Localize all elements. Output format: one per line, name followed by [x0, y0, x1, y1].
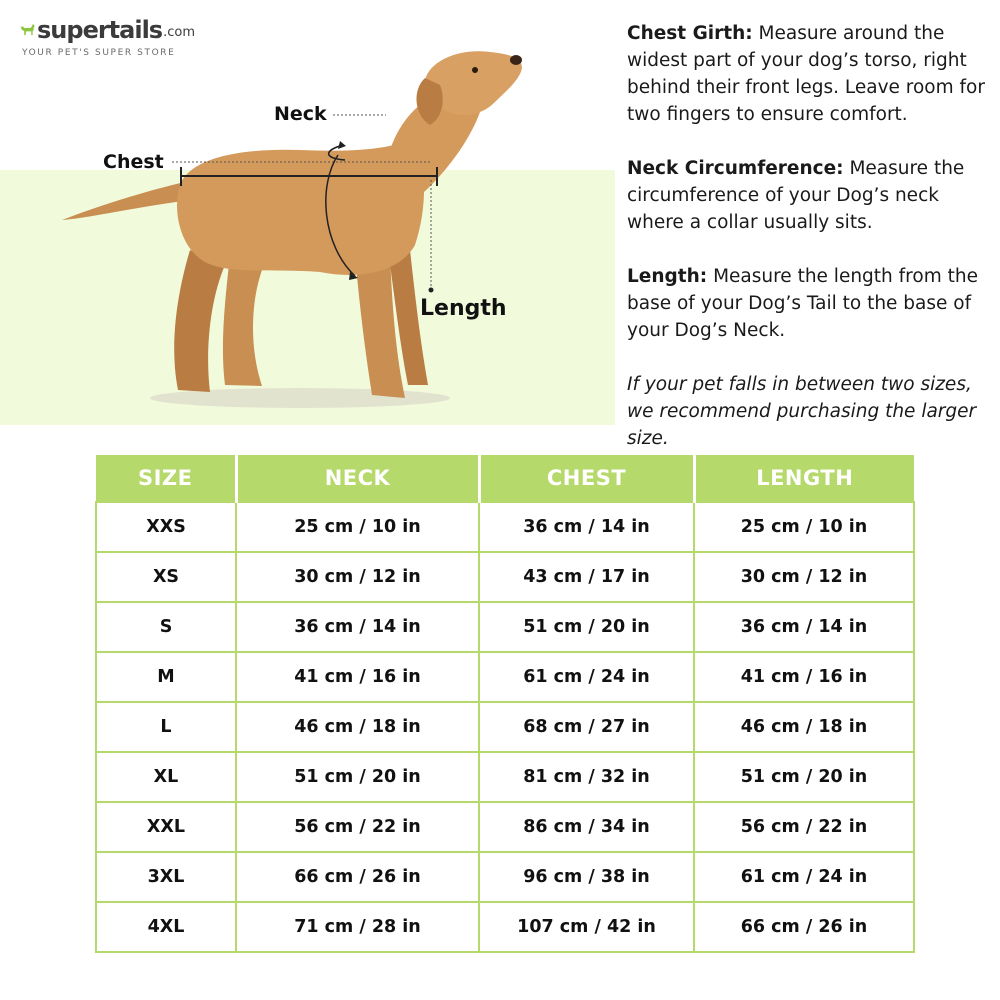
chest-instruction	[627, 20, 992, 128]
header-size: SIZE	[96, 455, 236, 502]
size-chart-table	[95, 455, 915, 953]
logo-domain-suffix: .com	[163, 25, 195, 40]
cell-size: 4XL	[96, 902, 236, 952]
cell-length: 25 cm / 10 in	[694, 502, 914, 552]
cell-length: 36 cm / 14 in	[694, 602, 914, 652]
table-row	[96, 752, 914, 802]
cell-length: 51 cm / 20 in	[694, 752, 914, 802]
cell-neck: 56 cm / 22 in	[236, 802, 479, 852]
cell-neck: 46 cm / 18 in	[236, 702, 479, 752]
table-header-row	[96, 455, 914, 502]
cell-neck: 30 cm / 12 in	[236, 552, 479, 602]
length-instruction	[627, 263, 992, 344]
cell-size: XXL	[96, 802, 236, 852]
table-row	[96, 552, 914, 602]
neck-text: Measure the circumference of your Dog’s neck where a collar usually sits.	[627, 158, 965, 233]
table-row	[96, 852, 914, 902]
cell-chest: 61 cm / 24 in	[479, 652, 694, 702]
cell-neck: 25 cm / 10 in	[236, 502, 479, 552]
cell-length: 61 cm / 24 in	[694, 852, 914, 902]
cell-neck: 71 cm / 28 in	[236, 902, 479, 952]
cell-size: S	[96, 602, 236, 652]
cell-chest: 96 cm / 38 in	[479, 852, 694, 902]
cell-chest: 51 cm / 20 in	[479, 602, 694, 652]
cell-length: 30 cm / 12 in	[694, 552, 914, 602]
cell-chest: 43 cm / 17 in	[479, 552, 694, 602]
cell-chest: 107 cm / 42 in	[479, 902, 694, 952]
table-row	[96, 802, 914, 852]
cell-chest: 86 cm / 34 in	[479, 802, 694, 852]
cell-chest: 68 cm / 27 in	[479, 702, 694, 752]
length-term: Length:	[627, 266, 708, 287]
cell-size: XS	[96, 552, 236, 602]
cell-size: 3XL	[96, 852, 236, 902]
sizing-note: If your pet falls in between two sizes, we recommend purchasing the larger size.	[627, 374, 977, 449]
cell-length: 56 cm / 22 in	[694, 802, 914, 852]
cell-length: 41 cm / 16 in	[694, 652, 914, 702]
cell-size: XL	[96, 752, 236, 802]
measurement-instructions	[627, 20, 992, 452]
neck-instruction	[627, 155, 992, 236]
table-row	[96, 502, 914, 552]
cell-size: XXS	[96, 502, 236, 552]
table-row	[96, 602, 914, 652]
table-row	[96, 702, 914, 752]
neck-term: Neck Circumference:	[627, 158, 844, 179]
cell-chest: 36 cm / 14 in	[479, 502, 694, 552]
table-row	[96, 902, 914, 952]
cell-size: M	[96, 652, 236, 702]
length-text: Measure the length from the base of your Dog’s Tail to the base of your Dog’s Neck.	[627, 266, 978, 341]
header-chest: CHEST	[479, 455, 694, 502]
cell-chest: 81 cm / 32 in	[479, 752, 694, 802]
cell-neck: 66 cm / 26 in	[236, 852, 479, 902]
cell-neck: 41 cm / 16 in	[236, 652, 479, 702]
length-label: Length	[420, 296, 507, 321]
table-row	[96, 652, 914, 702]
logo-wordmark: supertails	[37, 16, 163, 44]
chest-term: Chest Girth:	[627, 23, 753, 44]
cell-length: 66 cm / 26 in	[694, 902, 914, 952]
cell-neck: 36 cm / 14 in	[236, 602, 479, 652]
cell-neck: 51 cm / 20 in	[236, 752, 479, 802]
header-neck: NECK	[236, 455, 479, 502]
chest-label: Chest	[103, 151, 164, 173]
logo-tagline: YOUR PET'S SUPER STORE	[22, 48, 176, 58]
neck-label: Neck	[274, 103, 327, 125]
dog-measurement-illustration	[0, 40, 615, 430]
chest-text: Measure around the widest part of your dog’s torso, right behind their front legs. Leave room for two fingers to ensure comfort.	[627, 23, 985, 125]
cell-size: L	[96, 702, 236, 752]
header-length: LENGTH	[694, 455, 914, 502]
cell-length: 46 cm / 18 in	[694, 702, 914, 752]
